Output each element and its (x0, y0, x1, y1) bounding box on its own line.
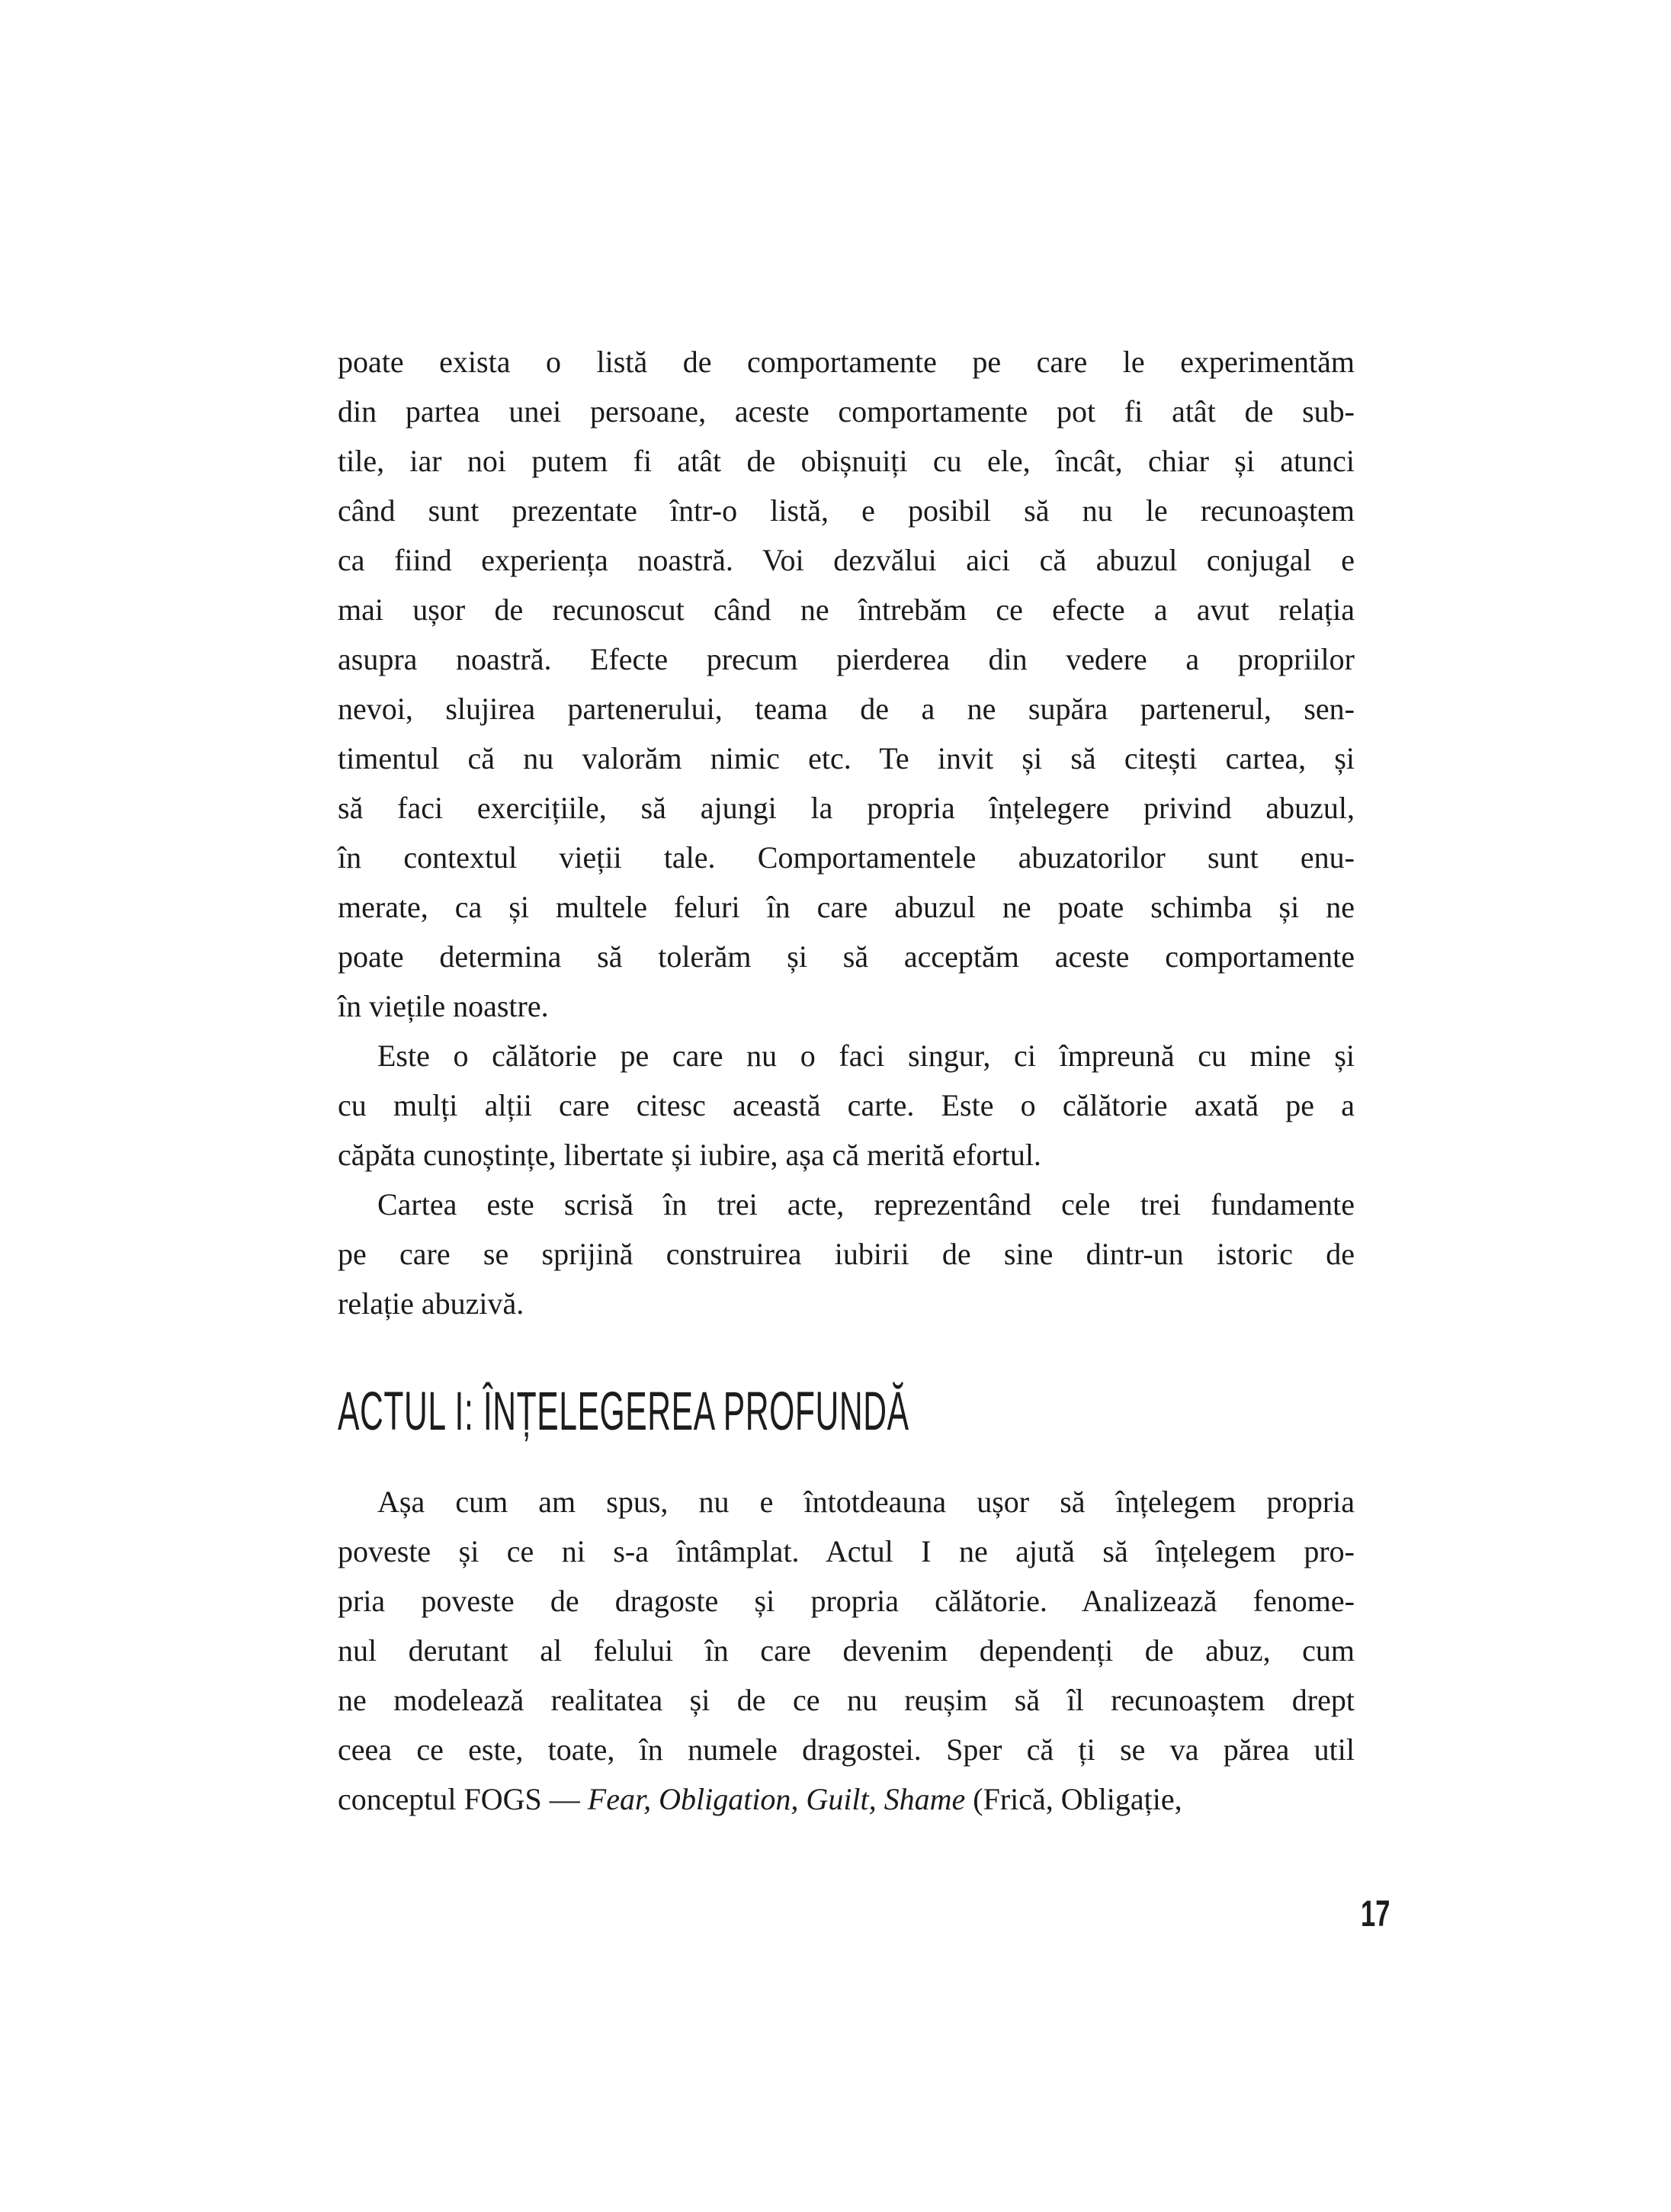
text-line: timentul că nu valorăm nimic etc. Te invit și să citești cartea, și (338, 741, 1355, 775)
text-line: asupra noastră. Efecte precum pierderea din vedere a propriilor (338, 642, 1355, 676)
text-line: poate exista o listă de comportamente pe care le experimentăm (338, 345, 1355, 379)
text-line: ne modelează realitatea și de ce nu reușim să îl recunoaștem drept (338, 1683, 1355, 1717)
text-line: în viețile noastre. (338, 989, 549, 1023)
text-line: pria poveste de dragoste și propria călătorie. Analizează fenome- (338, 1584, 1355, 1618)
page-number: 17 (1361, 1894, 1390, 1934)
text-line: Este o călătorie pe care nu o faci singur, ci împreună cu mine și (377, 1039, 1355, 1073)
text-line: cu mulți alții care citesc această carte. Este o călătorie axată pe a (338, 1088, 1355, 1122)
text-line: tile, iar noi putem fi atât de obișnuiți cu ele, încât, chiar și atunci (338, 444, 1355, 478)
text-line: din partea unei persoane, aceste comportamente pot fi atât de sub- (338, 394, 1355, 429)
text-line: Cartea este scrisă în trei acte, reprezentând cele trei fundamente (377, 1187, 1355, 1222)
body-text-block-1 (338, 337, 1355, 1328)
text-line: în contextul vieții tale. Comportamentele abuzatorilor sunt enu- (338, 840, 1355, 875)
text-line: merate, ca și multele feluri în care abuzul ne poate schimba și ne (338, 890, 1355, 924)
text-line: relație abuzivă. (338, 1286, 524, 1321)
text-line: pe care se sprijină construirea iubirii de sine dintr-un istoric de (338, 1237, 1355, 1271)
text-line: mai ușor de recunoscut când ne întrebăm ce efecte a avut relația (338, 592, 1355, 627)
text-line: poveste și ce ni s-a întâmplat. Actul I ne ajută să înțelegem pro- (338, 1534, 1355, 1568)
text-line: poate determina să tolerăm și să acceptăm aceste comportamente (338, 939, 1355, 974)
text-line: nul derutant al felului în care devenim dependenți de abuz, cum (338, 1633, 1355, 1668)
text-line: căpăta cunoștințe, libertate și iubire, așa că merită efortul. (338, 1138, 1041, 1172)
body-text-block-2 (338, 1477, 1355, 1824)
fogs-roman-post: (Frică, Obligație, (965, 1782, 1182, 1816)
text-line: când sunt prezentate într-o listă, e posibil să nu le recunoaștem (338, 493, 1355, 528)
fogs-italic: Fear, Obligation, Guilt, Shame (587, 1782, 966, 1816)
text-line: ceea ce este, toate, în numele dragostei. Sper că ți se va părea util (338, 1732, 1355, 1767)
text-line: Așa cum am spus, nu e întotdeauna ușor să înțelegem propria (377, 1485, 1355, 1519)
text-line: nevoi, slujirea partenerului, teama de a ne supăra partenerul, sen- (338, 692, 1355, 726)
section-heading: ACTUL I: ÎNȚELEGEREA PROFUNDĂ (338, 1382, 909, 1442)
text-line: ca fiind experiența noastră. Voi dezvălui aici că abuzul conjugal e (338, 543, 1355, 577)
text-line: să faci exercițiile, să ajungi la propria înțelegere privind abuzul, (338, 791, 1355, 825)
text-line-fogs (338, 1774, 1355, 1824)
fogs-roman-pre: conceptul FOGS — (338, 1782, 588, 1816)
